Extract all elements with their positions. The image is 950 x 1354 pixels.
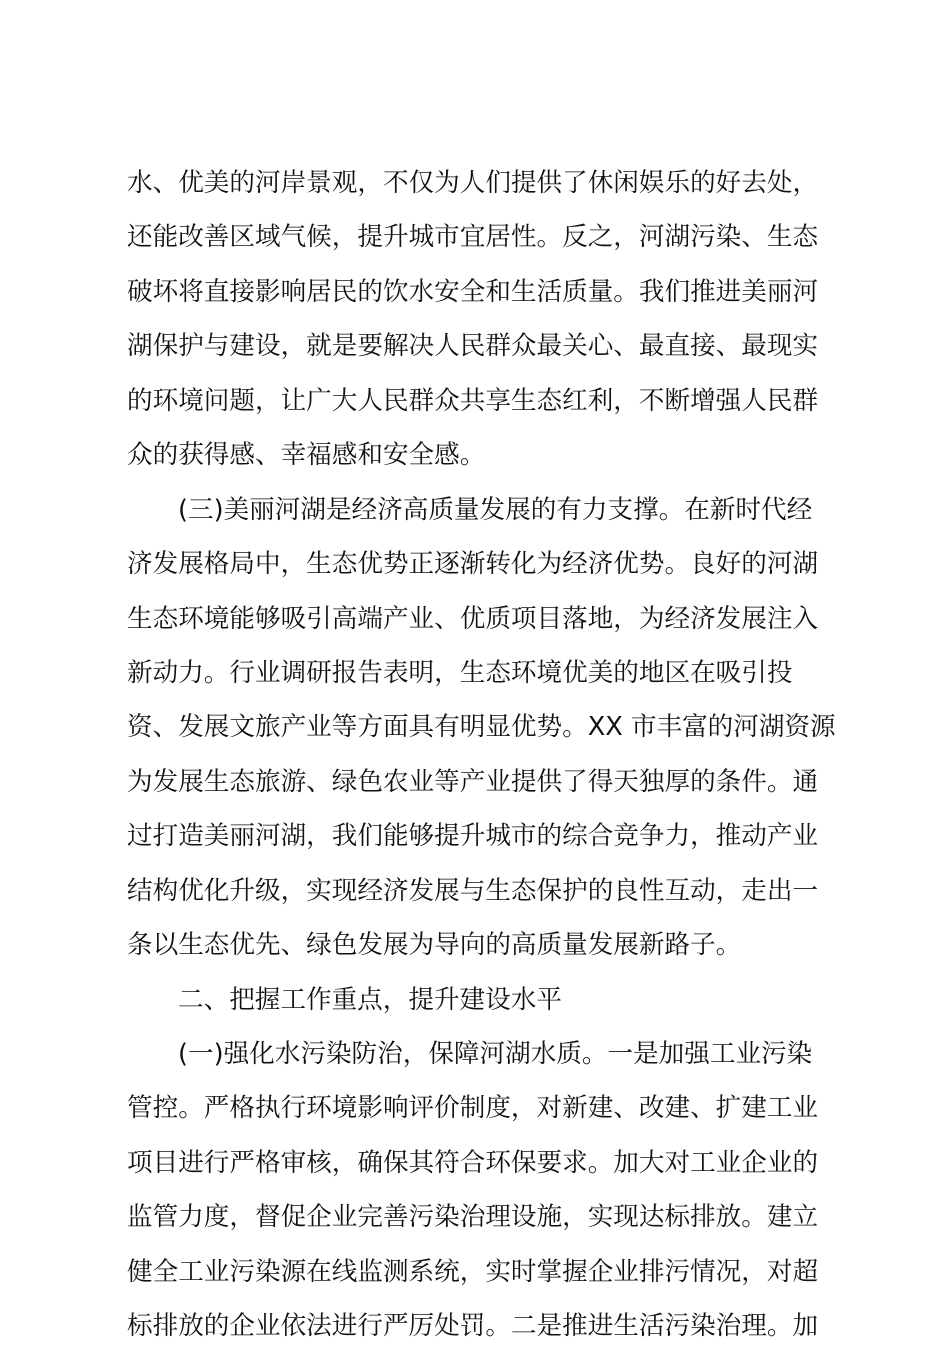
text-line: 条以生态优先、绿色发展为导向的高质量发展新路子。 bbox=[127, 930, 742, 961]
text-line: 破坏将直接影响居民的饮水安全和生活质量。我们推进美丽河 bbox=[127, 276, 819, 307]
section-heading: 二、把握工作重点，提升建设水平 bbox=[178, 984, 562, 1015]
text-line: 过打造美丽河湖，我们能够提升城市的综合竞争力，推动产业 bbox=[127, 821, 819, 852]
text-line: 济发展格局中，生态优势正逐渐转化为经济优势。良好的河湖 bbox=[127, 549, 819, 580]
document-body bbox=[127, 156, 836, 1354]
text-line: 标排放的企业依法进行严厉处罚。二是推进生活污染治理。加 bbox=[127, 1311, 819, 1342]
text-line: 众的获得感、幸福感和安全感。 bbox=[127, 440, 486, 471]
text-line: 为发展生态旅游、绿色农业等产业提供了得天独厚的条件。通 bbox=[127, 766, 819, 797]
text-line: 生态环境能够吸引高端产业、优质项目落地，为经济发展注入 bbox=[127, 603, 819, 634]
text-line: 监管力度，督促企业完善污染治理设施，实现达标排放。建立 bbox=[127, 1202, 819, 1233]
text-line: 健全工业污染源在线监测系统，实时掌握企业排污情况，对超 bbox=[127, 1256, 819, 1287]
text-line: 湖保护与建设，就是要解决人民群众最关心、最直接、最现实 bbox=[127, 331, 819, 362]
text-line: 项目进行严格审核，确保其符合环保要求。加大对工业企业的 bbox=[127, 1147, 819, 1178]
text-line: 水、优美的河岸景观，不仅为人们提供了休闲娱乐的好去处， bbox=[127, 168, 819, 198]
paragraph-start-line: (一)强化水污染防治，保障河湖水质。一是加强工业污染 bbox=[178, 1039, 813, 1069]
text-line: 还能改善区域气候，提升城市宜居性。反之，河湖污染、生态 bbox=[127, 222, 819, 253]
text-line: 结构优化升级，实现经济发展与生态保护的良性互动，走出一 bbox=[127, 875, 819, 906]
paragraph-start-line: (三)美丽河湖是经济高质量发展的有力支撑。在新时代经 bbox=[178, 494, 813, 525]
text-line: 的环境问题，让广大人民群众共享生态红利，不断增强人民群 bbox=[127, 385, 819, 416]
text-line: 资、发展文旅产业等方面具有明显优势。XX 市丰富的河湖资源 bbox=[127, 712, 836, 743]
text-line: 管控。严格执行环境影响评价制度，对新建、改建、扩建工业 bbox=[127, 1093, 819, 1124]
text-line: 新动力。行业调研报告表明，生态环境优美的地区在吸引投 bbox=[127, 657, 793, 688]
